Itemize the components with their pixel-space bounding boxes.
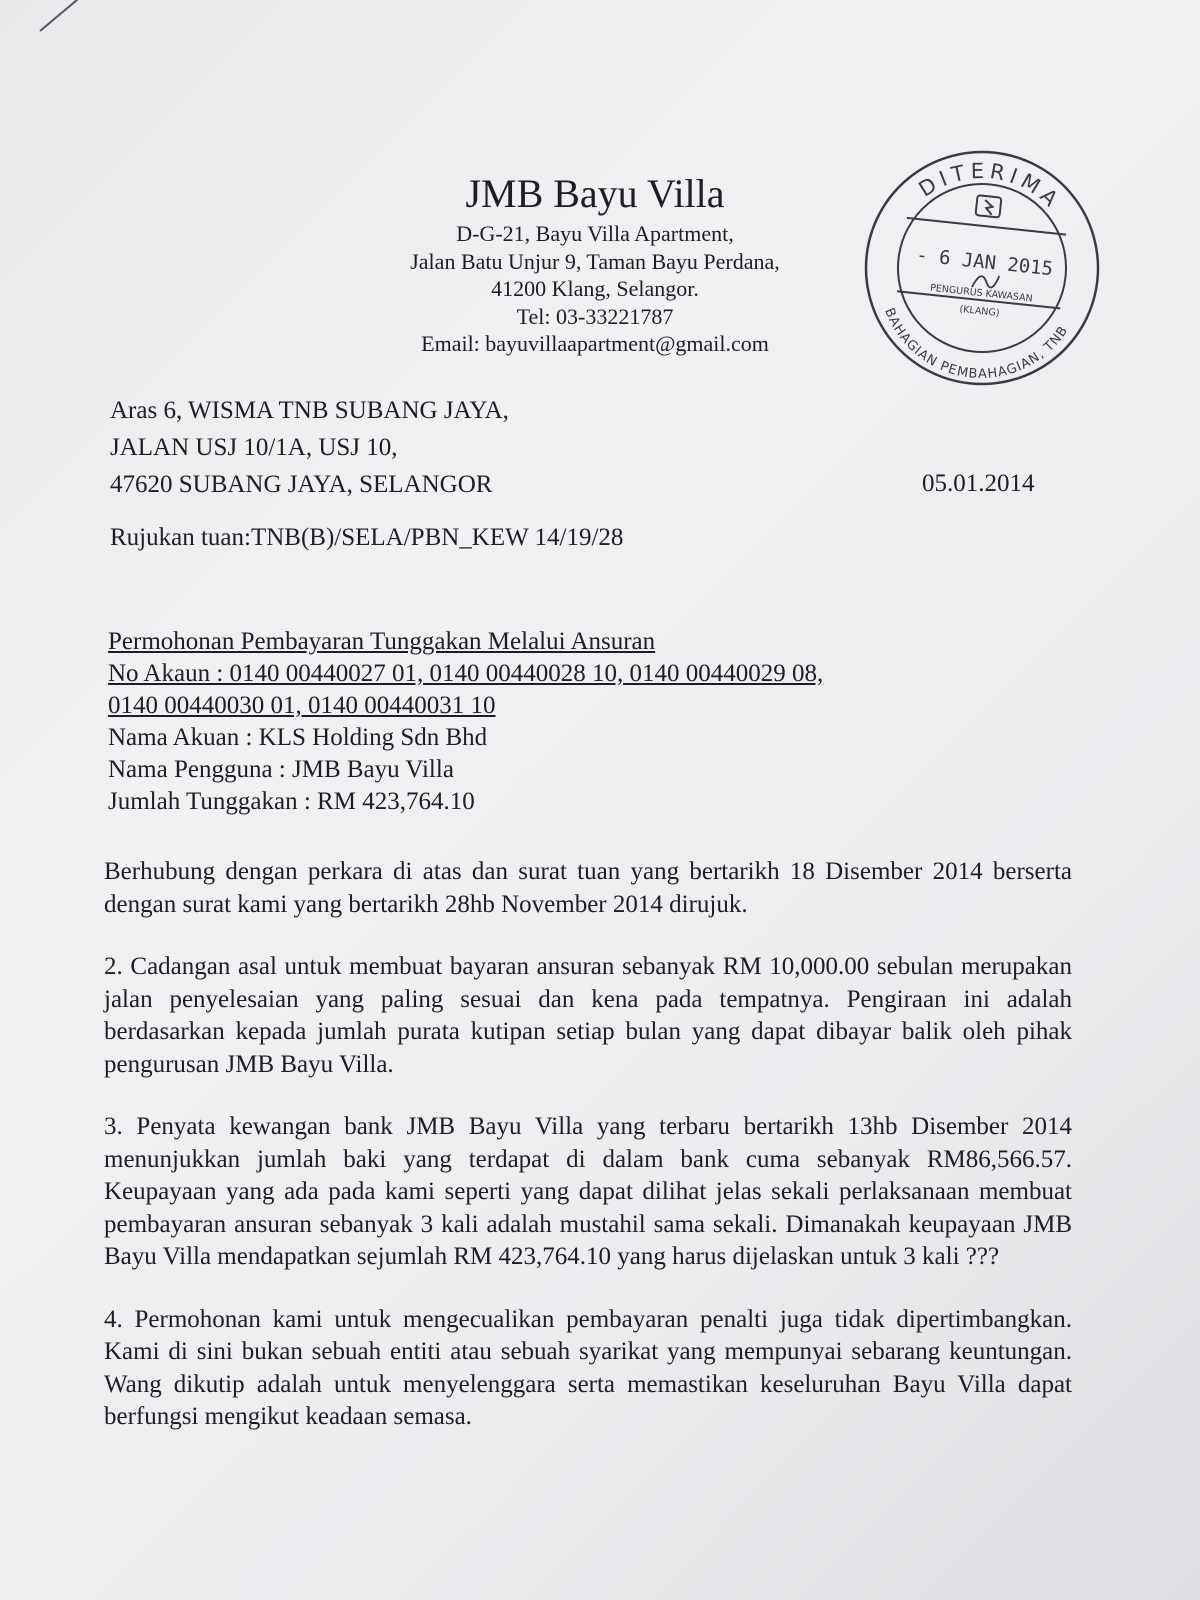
- address-line-3: 41200 Klang, Selangor.: [491, 276, 699, 301]
- paragraph-4: 4. Permohonan kami untuk mengecualikan pembayaran penalti juga tidak dipertimbangkan. Kami di sini bukan sebuah entiti atau sebuah syarikat yang mempunyai sebarang keuntungan. Wang dikutip adalah untuk menyelenggara serta memastikan keseluruhan Bayu Villa dapat berfungsi mengikut keadaan semasa.: [104, 1305, 1072, 1430]
- subject-title: Permohonan Pembayaran Tunggakan Melalui Ansuran: [108, 628, 656, 655]
- paragraph-3: 3. Penyata kewangan bank JMB Bayu Villa yang terbaru bertarikh 13hb Disember 2014 menunjukkan jumlah baki yang terdapat di dalam bank cuma sebanyak RM86,566.57. Keupayaan yang ada pada kami seperti yang dapat dilihat jelas sekali perlaksanaan membuat pembayaran ansuran sebanyak 3 kali adalah mustahil sama sekali. Dimanakah keupayaan JMB Bayu Villa mendapatkan sejumlah RM 423,764.10 yang harus dijelaskan untuk 3 kali ???: [104, 1113, 1072, 1270]
- stamp-top-text: DITERIMA: [914, 158, 1067, 215]
- letter-body: [104, 856, 1072, 1464]
- address-line-1: D-G-21, Bayu Villa Apartment,: [456, 221, 734, 246]
- recipient-line-1: Aras 6, WISMA TNB SUBANG JAYA,: [110, 397, 509, 424]
- recipient-line-3: 47620 SUBANG JAYA, SELANGOR: [110, 471, 493, 498]
- reference-number: Rujukan tuan:TNB(B)/SELA/PBN_KEW 14/19/28: [110, 524, 624, 551]
- stamp-emblem-icon: [976, 195, 1002, 217]
- stamp-inner-label: PENGURUS KAWASAN: [929, 282, 1034, 305]
- email: Email: bayuvillaapartment@gmail.com: [421, 331, 769, 356]
- stamp-rule-top: [907, 218, 1066, 235]
- stamp-inner-sub: (KLANG): [958, 303, 1000, 320]
- address-line-2: Jalan Batu Unjur 9, Taman Bayu Perdana,: [410, 248, 780, 274]
- account-numbers-line-2: 0140 00440030 01, 0140 00440031 10: [108, 692, 496, 719]
- organization-name: JMB Bayu Villa: [465, 171, 725, 216]
- telephone: Tel: 03-33221787: [516, 303, 674, 329]
- letter-date: 05.01.2014: [922, 470, 1035, 497]
- paragraph-1: Berhubung dengan perkara di atas dan surat tuan yang bertarikh 18 Disember 2014 berserta dengan surat kami yang bertarikh 28hb November 2014 dirujuk.: [104, 858, 1072, 918]
- recipient-address: [110, 392, 509, 503]
- recipient-line-2: JALAN USJ 10/1A, USJ 10,: [110, 434, 398, 461]
- stamp-date: - 6 JAN 2015: [915, 244, 1055, 281]
- letterhead: [300, 170, 890, 358]
- paragraph-2: 2. Cadangan asal untuk membuat bayaran ansuran sebanyak RM 10,000.00 sebulan merupakan jalan penyelesaian yang paling sesuai dan kena pada tempatnya. Pengiraan ini adalah berdasarkan kepada jumlah purata kutipan setiap bulan yang dapat dibayar balik oleh pihak pengurusan JMB Bayu Villa.: [104, 953, 1072, 1078]
- account-numbers-line-1: No Akaun : 0140 00440027 01, 0140 00440028 10, 0140 00440029 08,: [108, 660, 824, 687]
- pen-mark: [39, 0, 79, 32]
- account-name: Nama Akuan : KLS Holding Sdn Bhd: [108, 724, 488, 751]
- arrears-amount: Jumlah Tunggakan : RM 423,764.10: [108, 788, 475, 815]
- subject-block: [108, 626, 823, 818]
- user-name: Nama Pengguna : JMB Bayu Villa: [108, 756, 454, 783]
- stamp-bottom-text: BAHAGIAN PEMBAHAGIAN, TNB: [881, 305, 1072, 383]
- received-stamp: [850, 136, 1114, 400]
